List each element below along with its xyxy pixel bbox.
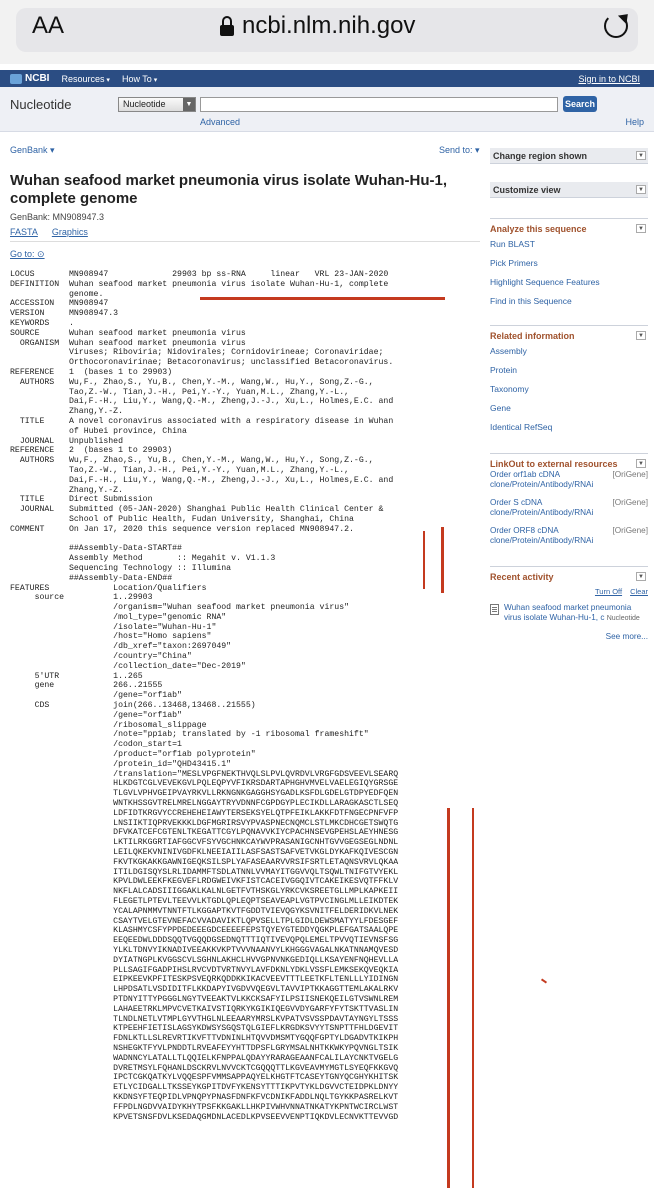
record-line: ACCESSION MN908947 [10, 299, 109, 309]
pen-mark [423, 531, 425, 589]
pen-mark [441, 527, 444, 593]
divider [10, 241, 480, 242]
record-line: JOURNAL Unpublished [10, 436, 124, 446]
record-line: KLASHMYCSFYPPDEDEEEGDCEEEEFEPSTQYEYGTEDDYQGKPLEFGATSAALQPE [10, 926, 399, 936]
record-line: FFPDLNGDVVAIDYKHYTPSFKKGAKLLHKPIVWHVNNATNKATYKPNTWCIRCLWST [10, 1102, 399, 1112]
record-line: LAHAEETRKLMPVCVETKAIVSTIQRKYKGIKIQEGVVDYGARFYFYTSKTTVASLIN [10, 1004, 399, 1014]
record-line: NKFLALCADSIIIGGAKLKALNLGETFVTHSKGLYRKCVKSREETGLLMPLKAPKEII [10, 887, 399, 897]
ncbi-logo-icon [10, 74, 22, 84]
record-line: DFVKATCEFCGTENLTKEGATTCGYLPQNAVVKIYCPACHNSEVGPEHSLAEYHNESG [10, 828, 399, 838]
linkout-item[interactable]: Order orf1ab cDNA clone/Protein/Antibody/RNAi [OriGene] [490, 470, 648, 489]
pen-underline [200, 297, 445, 300]
record-line: WADNNCYLATALLTLQQIELKFNPPALQDAYYRARAGEAANFCALILAYCNKTVGELG [10, 1053, 399, 1063]
linkout-item[interactable]: Order ORF8 cDNA clone/Protein/Antibody/RNAi [OriGene] [490, 526, 648, 545]
record-line: /protein_id="QHD43415.1" [10, 759, 232, 769]
record-line: Tao,Z.-W., Tian,J.-H., Pei,Y.-Y., Yuan,M.L., Zhang,Y.-L., [10, 465, 350, 475]
record-line: /collection_date="Dec-2019" [10, 661, 246, 671]
customize-view-panel[interactable]: Customize view ▼ [490, 182, 648, 198]
search-header [0, 87, 654, 132]
run-blast-link[interactable]: Run BLAST [490, 239, 535, 249]
record-line: VERSION MN908947.3 [10, 309, 119, 319]
record-line: KEYWORDS . [10, 318, 74, 328]
record-line: /organism="Wuhan seafood market pneumonia virus" [10, 603, 350, 613]
change-region-panel[interactable]: Change region shown ▼ [490, 148, 648, 164]
record-line: /gene="orf1ab" [10, 691, 182, 701]
record-line: FEATURES Location/Qualifiers [10, 583, 207, 593]
record-line: LOCUS MN908947 29903 bp ss-RNA linear VRL 23-JAN-2020 [10, 270, 389, 279]
record-line: PTDNYITTYPGGGLNGYTVEEAKTVLKKCKSAFYILPSIISNEKQEILGTVSWNLREM [10, 994, 399, 1004]
record-line: FDNLKTLLSLREVRTIKVFTTVDNINLHTQVVDMSMTYGQQFGPTYLDGADVTKIKPH [10, 1034, 399, 1044]
record-line: gene 266..21555 [10, 681, 163, 691]
chevron-down-icon[interactable]: ▼ [636, 459, 646, 468]
record-line: YLKLTDNVYIKNADIVEEAKKVKPTVVVNAANVYLKHGGGVAGALNKATNNAMQVESD [10, 945, 399, 955]
record-line: /codon_start=1 [10, 740, 182, 750]
record-line: /product="orf1ab polyprotein" [10, 750, 256, 760]
recent-activity-heading: Recent activity ▼ [490, 566, 648, 583]
linkout-item[interactable]: Order S cDNA clone/Protein/Antibody/RNAi [OriGene] [490, 498, 648, 517]
record-line: Zhang,Y.-Z. [10, 485, 124, 495]
graphics-link[interactable]: Graphics [51, 227, 88, 237]
sidebar [490, 148, 648, 641]
record-line: Zhang,Y.-Z. [10, 407, 124, 417]
search-input[interactable] [200, 97, 558, 112]
pen-mark [472, 808, 474, 1188]
record-line: TLGVLVPHVGEIPVAYRKVLLRKNGNKGAGGHSYGADLKSFDLGDELGTDPYEDFQEN [10, 789, 399, 799]
record-line: LNSIIKTIQPRVEKKKLDGFMGRIRSVYPVASPNECNQMCLSTLMKCDHCGETSWQTG [10, 818, 399, 828]
recent-item[interactable]: Wuhan seafood market pneumonia virus isolate Wuhan-Hu-1, c Nucleotide [490, 603, 648, 624]
genbank-record [10, 270, 480, 1122]
chevron-down-icon[interactable]: ▼ [636, 331, 646, 340]
pen-mark [447, 808, 450, 1188]
url-text[interactable]: ncbi.nlm.nih.gov [242, 12, 416, 39]
record-line: WNTKHSSGVTRELMRELNGGAYTRYVDNNFCGPDGYPLECIKDLLARAGKASCTLSEQ [10, 799, 399, 809]
database-select[interactable]: Nucleotide ▼ [118, 97, 196, 112]
record-line: ##Assembly-Data-START## [10, 544, 182, 554]
record-line: 5'UTR 1..265 [10, 671, 143, 681]
record-line: /db_xref="taxon:2697049" [10, 642, 232, 652]
document-icon [490, 604, 499, 615]
see-more-link[interactable]: See more... [605, 632, 648, 641]
record-line: NSHEGKTFYVLPNDDTLRVEAFEYYHTTDPSFLGRYMSALNHTKKWKYPQVNGLTSIK [10, 1043, 399, 1053]
record-line: ##Assembly-Data-END## [10, 573, 173, 583]
record-line: /mol_type="genomic RNA" [10, 612, 227, 622]
record-line: KPVETSNSFDVLKSEDAQGMDNLACEDLKPVSEEVVENPTIQKDVLECNVKTTEVVGD [10, 1112, 399, 1122]
record-line: JOURNAL Submitted (05-JAN-2020) Shanghai Public Health Clinical Center & [10, 505, 384, 515]
record-line: Viruses; Riboviria; Nidovirales; Cornidovirineae; Coronaviridae; [10, 348, 384, 358]
goto-link[interactable]: Go to: ⊙ [10, 249, 45, 259]
sign-in-link[interactable]: Sign in to NCBI [578, 73, 640, 84]
send-to-menu[interactable]: Send to: ▾ [439, 145, 480, 155]
record-line: REFERENCE 2 (bases 1 to 29903) [10, 446, 173, 456]
record-line: LEILQKEKVNINIVGDFKLNEEIAIILASFSASTSAFVETVKGLDYKAFKQIVESCGN [10, 848, 399, 858]
record-line: School of Public Health, Fudan University, Shanghai, China [10, 514, 354, 524]
record-line: CDS join(266..13468,13468..21555) [10, 701, 256, 711]
record-line: /host="Homo sapiens" [10, 632, 212, 642]
record-line: Tao,Z.-W., Tian,J.-H., Pei,Y.-Y., Yuan,M.L., Zhang,Y.-L., [10, 387, 350, 397]
record-line: DYIATNGPLKVGGSCVLSGHNLAKHCLHVVGPNVNKGEDIQLLKSAYENFNQHEVLLA [10, 955, 399, 965]
record-line: ITILDGISQYSLRLIDAMMFTSDLATNNLVVMAYITGGVVQLTSQWLTNIFGTVYEKL [10, 867, 399, 877]
record-line: EEQEEDWLDDDSQQTVGQQDGSEDNQTTTIQTIVEVQPQLEMELTPVVQTIEVNSFSG [10, 936, 399, 946]
resources-menu[interactable]: Resources ▾ [61, 74, 110, 84]
record-line: TITLE Direct Submission [10, 495, 153, 505]
record-line: TITLE A novel coronavirus associated with a respiratory disease in Wuhan [10, 416, 394, 426]
find-in-sequence-link[interactable]: Find in this Sequence [490, 296, 572, 306]
related-gene-link[interactable]: Gene [490, 403, 511, 413]
related-heading: Related information ▼ [490, 325, 648, 342]
record-line: source 1..29903 [10, 593, 153, 603]
related-refseq-link[interactable]: Identical RefSeq [490, 422, 553, 432]
record-line: DVRETMSYLFQHANLDSCKRVLNVVCKTCGQQQTTLKGVEAVMYMGTLSYEQFKKGVQ [10, 1063, 399, 1073]
record-line: ETLYCIDGALLTKSSEYKGPITDVFYKENSYTTTIKPVTYKLDGVVCTEIDPKLDNYY [10, 1083, 399, 1093]
record-line: Sequencing Technology :: Illumina [10, 563, 232, 573]
record-line: PLLSAGIFGADPIHSLRVCVDTVRTNVYLAVFDKNLYDKLVSSFLEMKSEKQVEQKIA [10, 965, 399, 975]
record-line: /translation="MESLVPGFNEKTHVQLSLPVLQVRDVLVRGFGDSVEEVLSEARQ [10, 769, 399, 779]
clear-link[interactable]: Clear [630, 587, 648, 596]
record-line: EIPKEEVKPFITESKPSVEQRKQDDKKIKACVEEVTTTLEETKFLTENLLLYIDINGN [10, 975, 399, 985]
chevron-down-icon[interactable]: ▼ [636, 572, 646, 581]
related-protein-link[interactable]: Protein [490, 365, 517, 375]
record-line: of Hubei province, China [10, 426, 187, 436]
highlight-features-link[interactable]: Highlight Sequence Features [490, 277, 600, 287]
related-assembly-link[interactable]: Assembly [490, 346, 527, 356]
record-line [10, 535, 480, 545]
reload-icon[interactable] [604, 14, 628, 38]
record-line: LDFIDTKRGVYCCREHEHEIAWYTERSEKSYELQTPFEIKLAKKFDTFNGECPNFVFP [10, 808, 399, 818]
record-line: Dai,F.-H., Liu,Y., Wang,Q.-M., Zheng,J.-J., Xu,L., Holmes,E.C. and [10, 397, 394, 407]
format-menu[interactable]: GenBank ▾ [10, 145, 55, 155]
url-display[interactable] [220, 12, 415, 40]
record-line: SOURCE Wuhan seafood market pneumonia virus [10, 328, 246, 338]
howto-menu[interactable]: How To ▾ [122, 74, 157, 84]
pick-primers-link[interactable]: Pick Primers [490, 258, 538, 268]
analyze-heading: Analyze this sequence ▼ [490, 218, 648, 235]
accession-line: GenBank: MN908947.3 [10, 212, 105, 222]
record-line: /note="pp1ab; translated by -1 ribosomal frameshift" [10, 730, 369, 740]
record-line: KKDNSYFTEQPIDLVPNQPYPNASFDNFKFVCDNIKFADDLNQLTGYKKPASRELKVT [10, 1092, 399, 1102]
ncbi-header [0, 70, 654, 87]
record-line: /isolate="Wuhan-Hu-1" [10, 622, 217, 632]
lock-icon [220, 16, 234, 36]
record-line: LHPDSATLVSDIDITFLKKDAPYIVGDVVQEGVLTAVVIPTKKAGGTTEMLAKALRKV [10, 985, 399, 995]
text-size-button[interactable]: AA [32, 12, 65, 39]
search-button[interactable]: Search [563, 96, 597, 112]
pen-mark [541, 978, 547, 983]
record-line: ORGANISM Wuhan seafood market pneumonia virus [10, 338, 246, 348]
ncbi-logo[interactable]: NCBI [10, 73, 49, 84]
record-line: DEFINITION Wuhan seafood market pneumonia virus isolate Wuhan-Hu-1, complete [10, 279, 389, 289]
record-line: REFERENCE 1 (bases 1 to 29903) [10, 367, 173, 377]
chevron-down-icon[interactable]: ▼ [636, 151, 646, 160]
record-line: Dai,F.-H., Liu,Y., Wang,Q.-M., Zheng,J.-J., Xu,L., Holmes,E.C. and [10, 475, 394, 485]
record-line: HLKDGTCGLVEVEKGVLPQLEQPYVFIKRSDARTAPHGHVMVELVAELEGIQYGRSGE [10, 779, 399, 789]
record-line: /ribosomal_slippage [10, 720, 207, 730]
chevron-down-icon[interactable]: ▼ [636, 224, 646, 233]
chevron-down-icon[interactable]: ▼ [636, 185, 646, 194]
record-line: LKTILRKGGRTIAFGGCVFSYVGCHNKCAYWVPRASANIGCNHTGVVGEGSEGLNDNL [10, 838, 399, 848]
database-name: Nucleotide [10, 97, 72, 112]
help-link[interactable]: Help [625, 117, 644, 127]
linkout-heading: LinkOut to external resources ▼ [490, 453, 648, 470]
record-line: IPCTCGKQATKYLVQQESPFVMMSAPPAQYELKHGTFTCASEYTGNYQCGHYKHITSK [10, 1073, 399, 1083]
browser-toolbar [0, 0, 654, 64]
record-line: FKVTKGKAKKGAWNIGEQKSILSPLYAFASEAARVVRSIFSRTLETAQNSVRVLQKAA [10, 857, 399, 867]
record-line: YCALAPNMMVTNNTFTLKGGAPTKVTFGDDTVIEVQGYKSVNITFELDERIDKVLNEK [10, 906, 399, 916]
record-line: Orthocoronavirinae; Betacoronavirus; unclassified Betacoronavirus. [10, 358, 394, 368]
fasta-link[interactable]: FASTA [10, 227, 38, 237]
record-line: TLNDLNETLVTMPLGYVTHGLNLEEAARYMRSLKVPATVSVSSPDAVTAYNGYLTSSS [10, 1014, 399, 1024]
record-line: FLEGETLPTEVLTEEVVLKTGDLQPLEQPTSEAVEAPLVGTPVCINGLMLLEIKDTEK [10, 897, 399, 906]
record-line: /country="China" [10, 652, 192, 662]
advanced-search-link[interactable]: Advanced [200, 117, 241, 127]
record-line: AUTHORS Wu,F., Zhao,S., Yu,B., Chen,Y.-M., Wang,W., Hu,Y., Song,Z.-G., [10, 377, 374, 387]
record-line: COMMENT On Jan 17, 2020 this sequence version replaced MN908947.2. [10, 524, 354, 534]
record-line: CSAYTVELGTEVNEFACVVADAVIKTLQPVSELLTPLGIDLDEWSMATYYLFDESGEF [10, 916, 399, 926]
chevron-down-icon: ▼ [183, 98, 195, 111]
record-line: genome. [10, 289, 104, 299]
record-line: Assembly Method :: Megahit v. V1.1.3 [10, 554, 276, 564]
turn-off-link[interactable]: Turn Off [594, 587, 623, 596]
record-line: /gene="orf1ab" [10, 710, 182, 720]
record-line: KPVLDWLEEKFKEGVEFLRDGWEIVKFISTCACEIVGGQIVTCAKEIKESVQTFFKLV [10, 877, 399, 887]
record-line: AUTHORS Wu,F., Zhao,S., Yu,B., Chen,Y.-M., Wang,W., Hu,Y., Song,Z.-G., [10, 456, 374, 466]
record-line: KTPEEHFIETISLAGSYKDWSYSGQSTQLGIEFLKRGDKSVYYTSNPTTFHLDGEVIT [10, 1024, 399, 1034]
page-title: Wuhan seafood market pneumonia virus isolate Wuhan-Hu-1, complete genome [10, 172, 448, 207]
related-taxonomy-link[interactable]: Taxonomy [490, 384, 529, 394]
